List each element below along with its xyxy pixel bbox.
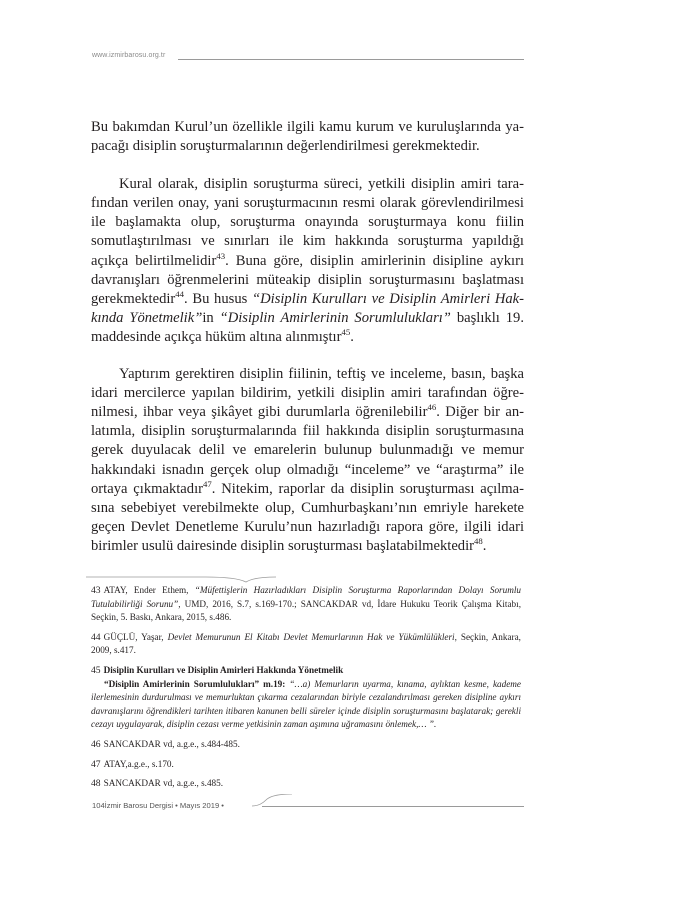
footer-journal-info: 104İzmir Barosu Dergisi • Mayıs 2019 • bbox=[92, 801, 224, 810]
header-rule bbox=[178, 59, 524, 60]
paragraph-2 bbox=[91, 175, 524, 347]
header-url[interactable]: www.izmirbarosu.org.tr bbox=[92, 52, 166, 59]
footnote-ref-46[interactable]: 46 bbox=[427, 402, 437, 413]
footnote-number: 47 bbox=[91, 758, 101, 770]
page-header bbox=[92, 52, 524, 66]
footnote-ref-47[interactable]: 47 bbox=[203, 478, 212, 489]
p3-text-1: Yaptırım gerektiren disiplin fiilinin, teftiş ve inceleme, basın, başka idari mercilerce yapılan bildirim, yetkili disiplin amiri tarafından öğrenilmesi, ihbar veya şikâyet gibi durumlarla öğrenilebilir bbox=[91, 366, 524, 421]
p3-text-3: . Nitekim, raporlar da disiplin soruşturması açılmasına sebebiyet verebilmekte olup, Cumhurbaşkanı’nın emriyle harekete geçen Devlet Denetleme Kurulu’nun hazırladığı rapora göre, ilgili idari birimler usulü dairesinde disiplin soruşturması başlatabilmektedir bbox=[91, 480, 524, 554]
footnote-45-regulation: Disiplin Kurulları ve Disiplin Amirleri Hakkında Yönetmelik bbox=[103, 664, 344, 675]
page-footer bbox=[92, 801, 524, 815]
footnote-ref-45[interactable]: 45 bbox=[341, 327, 351, 338]
footnote-45-article: “Disiplin Amirlerinin Sorumlulukları” m.19: bbox=[104, 678, 286, 689]
footnote-number: 44 bbox=[91, 631, 101, 643]
paragraph-1-text: Bu bakımdan Kurul’un özellikle ilgili kamu kurum ve kuruluşlarında yapacağı disiplin soruşturmalarının değerlendirilmesi gerekmektedir. bbox=[91, 119, 524, 155]
footnote-number: 43 bbox=[91, 585, 101, 596]
p2-text-6: . bbox=[350, 328, 354, 345]
p2-text-1: Kural olarak, disiplin soruşturma süreci, yetkili disiplin amiri tarafından verilen onay, yani soruşturmacının resmi olarak görevlendirilmesi ile başlamakta olup, soruşturma onayında soruşturmaya konu fiilin somutlaştırılması ve sınırları ile kim hakkında soruşturma yapıldığı açıkça belirtilmelidir bbox=[91, 176, 524, 269]
footnote-45 bbox=[91, 664, 521, 732]
paragraph-1 bbox=[91, 118, 524, 156]
p3-text-2: . Diğer bir anlatımla, disiplin soruşturmalarında fiil hakkında disiplin soruşturmasına gerek duyulacak delil ve emarelerin bulunup bulunmadığı ve memur hakkındaki isnadın gerçek olup olmadığı “inceleme” ve “araştırma” ile ortaya çıkmaktadır bbox=[91, 404, 524, 497]
footnote-ref-48[interactable]: 48 bbox=[474, 536, 483, 547]
footnote-43-title: “Müfettişlerin Hazırladıkları Disiplin Soruşturma Raporlarından Dolayı Sorumlu Tutulabilirliği Sorunu” bbox=[91, 585, 522, 609]
footnote-number: 48 bbox=[91, 778, 101, 790]
p2-text-5: başlıklı 19. maddesinde açıkça hüküm altına alınmıştır bbox=[91, 309, 524, 345]
footnote-44-citation: , Seçkin, Ankara, 2009, s.417. bbox=[91, 631, 521, 656]
footnote-43-author: ATAY, Ender Ethem, bbox=[103, 585, 195, 595]
footnote-48-text: SANCAKDAR vd, a.g.e., s.485. bbox=[103, 778, 224, 789]
footnote-47-text: ATAY,a.g.e., s.170. bbox=[103, 758, 174, 769]
footnotes bbox=[91, 584, 521, 797]
footnote-ref-43[interactable]: 43 bbox=[216, 250, 226, 261]
footnote-47 bbox=[91, 758, 521, 772]
paragraph-3 bbox=[91, 365, 524, 556]
p2-italic-regulation: “Disiplin Kurulları ve Disiplin Amirleri Hakkında Yönetmelik” bbox=[91, 290, 525, 326]
footer-rule bbox=[262, 806, 524, 807]
p2-italic-heading: “Disiplin Amirlerinin Sorumlulukları” bbox=[219, 309, 451, 326]
p2-text-2: . Buna göre, disiplin amirlerinin disipline aykırı davranışları öğrenmelerini müteakip disiplin soruşturmasını başlatması gerekmektedir bbox=[91, 252, 524, 307]
footnote-46-text: SANCAKDAR vd, a.g.e., s.484-485. bbox=[103, 738, 240, 749]
p2-text-4: in bbox=[202, 309, 220, 326]
p3-text-4: . bbox=[482, 537, 487, 554]
footnote-44 bbox=[91, 631, 521, 658]
footnote-45-quote: “…a) Memurların uyarma, kınama, aylıktan kesme, kademe ilerlemesinin durdurulması ve memurluktan çıkarma cezalarından biriyle cezalandırılması gereken disipline aykırı davranışlarını öğrendikleri tarihten itibaren kanunen belli süreler içinde disiplin soruşturmasını başlatarak; gerekli cezayı uygulayarak, disiplin cezası verme yetkisinin zaman aşımına uğramasını önlemek,… ”. bbox=[91, 678, 521, 730]
footnote-number: 46 bbox=[91, 738, 101, 750]
footnote-44-author: GÜÇLÜ, Yaşar, bbox=[103, 631, 168, 642]
footnote-44-title: Devlet Memurunun El Kitabı Devlet Memurlarının Hak ve Yükümlülükleri bbox=[167, 631, 455, 642]
footnote-number: 45 bbox=[91, 664, 101, 676]
footnote-ref-44[interactable]: 44 bbox=[175, 288, 185, 299]
footnote-divider bbox=[86, 576, 276, 584]
footnote-43-citation: , UMD, 2016, S.7, s.169-170.; SANCAKDAR vd, İdare Hukuku Teorik Çalışma Kitabı, Seçkin, 5. Baskı, Ankara, 2015, s.486. bbox=[91, 598, 521, 623]
main-text bbox=[91, 118, 524, 556]
footnote-48 bbox=[91, 777, 521, 791]
footnote-46 bbox=[91, 738, 521, 752]
footnote-43 bbox=[91, 584, 521, 625]
p2-text-3: . Bu husus bbox=[184, 290, 252, 307]
